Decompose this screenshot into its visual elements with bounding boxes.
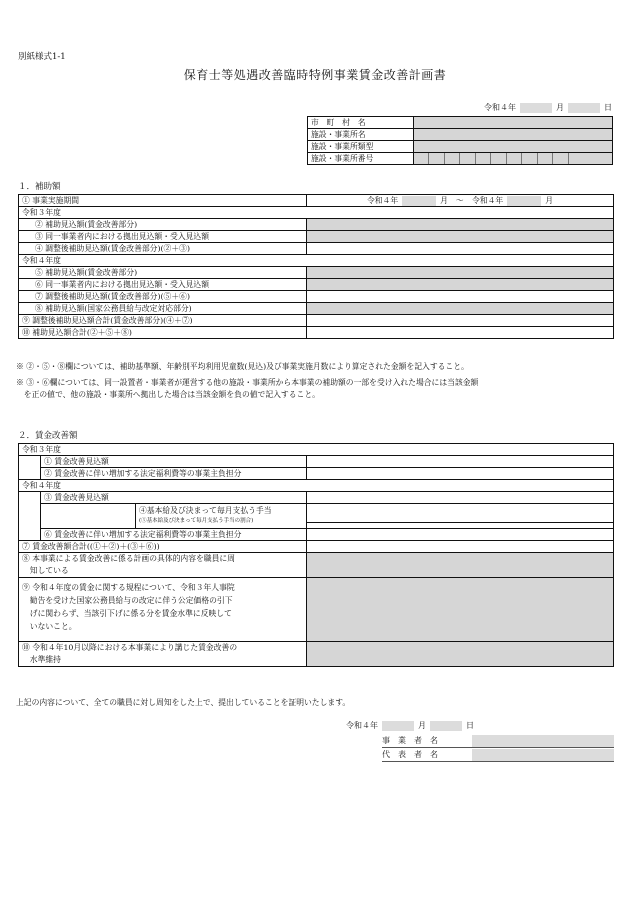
operator-field[interactable] — [472, 735, 614, 747]
section1-heading: １．補助額 — [18, 182, 61, 192]
facility-name-field[interactable] — [414, 129, 613, 141]
s2-q9 — [19, 578, 307, 642]
s2-total-7-value — [307, 541, 614, 553]
sign-day-label: 日 — [466, 721, 474, 730]
period-to-month-field[interactable] — [507, 196, 541, 206]
header-date-month-field[interactable] — [520, 103, 552, 113]
s2-total-7: ⑦ 賃金改善額合計((①＋②)＋(③＋⑥)) — [19, 541, 307, 553]
sign-date — [346, 720, 474, 731]
period-month1-label: 月 ～ — [440, 196, 464, 205]
s2-q10-answer[interactable] — [307, 642, 614, 667]
page-title: 保育士等処遇改善臨時特例事業賃金改善計画書 — [183, 68, 447, 82]
s1-item-5: ⑤ 補助見込額(賃金改善部分) — [19, 267, 307, 279]
s2-sub-4 — [136, 504, 307, 529]
s2-item-1-value[interactable] — [307, 456, 614, 468]
s2-q9-line2: 勧告を受けた国家公務員給与の改定に伴う公定価格の引下 — [22, 596, 233, 605]
r4-group-label: 令和４年度 — [19, 255, 614, 267]
note-2: ※ ③・⑥欄については、同一設置者・事業者が運営する他の施設・事業所から本事業の補助額の一部を受け入れた場合には当該金額 — [16, 378, 479, 387]
s1-item-3: ③ 同一事業者内における拠出見込額・受入見込額 — [19, 231, 307, 243]
s1-item-6: ⑥ 同一事業者内における拠出見込額・受入見込額 — [19, 279, 307, 291]
s2-item-6: ⑥ 賃金改善に伴い増加する法定福利費等の事業主負担分 — [41, 529, 307, 541]
sign-month-field[interactable] — [382, 721, 414, 731]
certification-text: 上記の内容について、全ての職員に対し周知をした上で、提出していることを証明いたします。 — [16, 698, 351, 707]
s2-item-2-value[interactable] — [307, 468, 614, 480]
form-id: 別紙様式1-1 — [18, 52, 66, 62]
period-to-label: 令和４年 — [472, 196, 504, 205]
section1-notes — [16, 361, 616, 401]
period-label: ① 事業実施期間 — [19, 195, 307, 207]
s2-q10-line2: 水準維持 — [22, 655, 61, 664]
s1-item-6-value[interactable] — [307, 279, 614, 291]
wage-table — [18, 443, 614, 667]
period-from-label: 令和４年 — [366, 196, 399, 205]
facility-number-field[interactable] — [414, 153, 613, 165]
s1-item-7: ⑦ 調整後補助見込額(賃金改善部分)(⑤＋⑥) — [19, 291, 307, 303]
s2-q8-line1: ⑧ 本事業による賃金改善に係る計画の具体的内容を職員に周 — [22, 554, 235, 563]
facility-label-type: 施設・事業所類型 — [308, 141, 414, 153]
s1-total-10-value — [307, 327, 614, 339]
period-month2-label: 月 — [545, 196, 554, 205]
facility-type-field[interactable] — [414, 141, 613, 153]
s2-item-1: ① 賃金改善見込額 — [41, 456, 307, 468]
s1-total-9-value — [307, 315, 614, 327]
sign-day-field[interactable] — [430, 721, 462, 731]
facility-info-table — [307, 116, 613, 165]
s1-total-10: ⑩ 補助見込額合計(②＋⑤＋⑧) — [19, 327, 307, 339]
header-date-day-label: 日 — [604, 103, 612, 112]
s2-q8 — [19, 553, 307, 578]
period-range — [307, 195, 614, 207]
signature-block — [382, 734, 614, 762]
s2-q8-answer[interactable] — [307, 553, 614, 578]
representative-label: 代 表 者 名 — [382, 750, 438, 759]
s2-q8-line2: 知している — [22, 566, 69, 575]
representative-field[interactable] — [472, 749, 614, 761]
s2-sub-4-value[interactable] — [307, 504, 614, 529]
municipality-field[interactable] — [414, 117, 613, 129]
note-1: ※ ②・⑤・⑧欄については、補助基準額、年齢別平均利用児童数(見込)及び事業実施月数により算定された金額を記入すること。 — [16, 362, 469, 371]
s1-item-4: ④ 調整後補助見込額(賃金改善部分)(②＋③) — [19, 243, 307, 255]
s2-item-3-value[interactable] — [307, 492, 614, 504]
sign-month-label: 月 — [418, 721, 426, 730]
s2-q10 — [19, 642, 307, 667]
s2-q9-line1: ⑨ 令和４年度の賃金に関する規程について、令和３年人事院 — [22, 583, 235, 592]
s2-r3-label: 令和３年度 — [19, 444, 614, 456]
s2-sub-4-label: ④基本給及び決まって毎月支払う手当 — [139, 506, 272, 515]
s2-q9-answer[interactable] — [307, 578, 614, 642]
s2-q9-line3: げに関わらず、当該引下げに係る分を賃金水準に反映して — [22, 609, 232, 618]
subsidy-table — [18, 194, 614, 339]
s1-item-2: ② 補助見込額(賃金改善部分) — [19, 219, 307, 231]
facility-label-name: 施設・事業所名 — [308, 129, 414, 141]
s1-item-8-value[interactable] — [307, 303, 614, 315]
s2-r4-label: 令和４年度 — [19, 480, 614, 492]
s1-item-7-value — [307, 291, 614, 303]
header-date-month-label: 月 — [556, 103, 564, 112]
facility-label-municipality: 市 町 村 名 — [308, 117, 414, 129]
s2-item-2: ② 賃金改善に伴い増加する法定福利費等の事業主負担分 — [41, 468, 307, 480]
s2-q9-line4: いないこと。 — [22, 622, 77, 631]
s1-item-5-value[interactable] — [307, 267, 614, 279]
period-from-month-field[interactable] — [402, 196, 436, 206]
sign-date-era: 令和４年 — [346, 721, 378, 730]
header-date-day-field[interactable] — [568, 103, 600, 113]
s1-item-8: ⑧ 補助見込額(国家公務員給与改定対応部分) — [19, 303, 307, 315]
s1-total-9: ⑨ 調整後補助見込額合計(賃金改善部分)(④＋⑦) — [19, 315, 307, 327]
s2-item-6-value[interactable] — [307, 529, 614, 541]
header-date — [484, 102, 612, 113]
r3-group-label: 令和３年度 — [19, 207, 614, 219]
facility-label-number: 施設・事業所番号 — [308, 153, 414, 165]
s2-sub-5-note: (⑤基本給及び決まって毎月支払う手当の割合) — [139, 518, 254, 524]
operator-label: 事 業 者 名 — [382, 736, 438, 745]
s2-item-3: ③ 賃金改善見込額 — [41, 492, 307, 504]
section2-heading: ２．賃金改善額 — [18, 431, 78, 441]
s1-item-3-value[interactable] — [307, 231, 614, 243]
s1-item-2-value[interactable] — [307, 219, 614, 231]
s2-q10-line1: ⑩ 令和４年10月以降における本事業により講じた賃金改善の — [22, 643, 238, 652]
note-3: を正の値で、他の施設・事業所へ拠出した場合は当該金額を負の値で記入すること。 — [16, 390, 320, 399]
s1-item-4-value — [307, 243, 614, 255]
header-date-era: 令和４年 — [484, 103, 516, 112]
